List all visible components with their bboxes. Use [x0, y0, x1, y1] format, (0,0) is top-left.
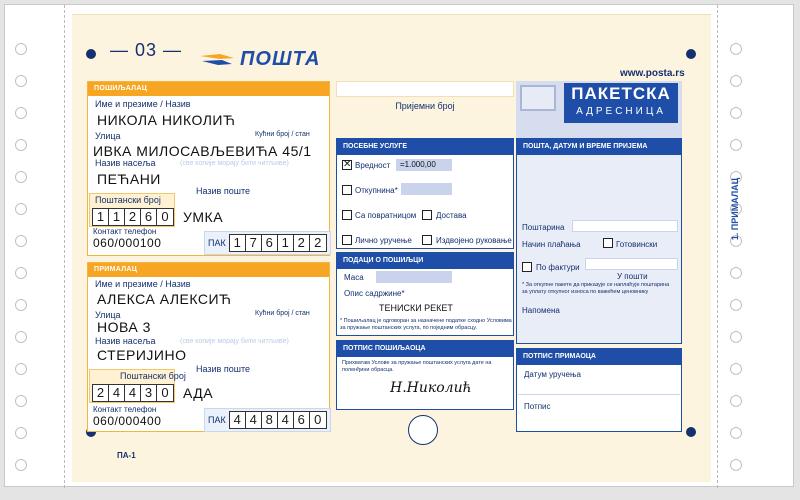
sender-post-name-label: Назив поште: [196, 186, 250, 196]
receiver-place-label: Назив насеља: [95, 336, 156, 346]
logo-text: ПОШТА: [240, 48, 321, 70]
sender-postal-label: Поштански број: [95, 195, 161, 205]
sender-title: ПОШИЉАЛАЦ: [88, 82, 329, 96]
value-label: Вредност: [355, 161, 391, 170]
punch-hole-icon: [15, 459, 27, 471]
punch-hole-icon: [730, 363, 742, 375]
digit-cell: 4: [109, 385, 125, 401]
punch-hole-icon: [15, 331, 27, 343]
post-office-title: ПОШТА, ДАТУМ И ВРЕМЕ ПРИЈЕМА: [517, 139, 681, 155]
receiver-legibility-hint: (све копије морају бити читљиве): [180, 338, 289, 345]
punch-hole-icon: [15, 171, 27, 183]
digit-cell: 0: [161, 209, 169, 224]
divider: [518, 394, 680, 395]
sender-pak-cells: [229, 234, 327, 252]
sender-signature-note: Прихватам Услове за пружање поштанских услуга дате на поленђини обрасца.: [342, 360, 492, 373]
receiver-pak-cells: [229, 411, 327, 429]
horn-logo-icon: [198, 52, 236, 68]
digit-cell: 2: [125, 209, 141, 225]
sender-phone[interactable]: 060/000100: [93, 236, 162, 250]
sender-signature: Н.Николић: [390, 380, 472, 396]
recipient-signature-title: ПОТПИС ПРИМАОЦА: [517, 349, 681, 365]
digit-cell: 6: [262, 235, 278, 251]
signature-label: Потпис: [524, 402, 551, 411]
digit-cell: 2: [93, 385, 109, 401]
punch-hole-icon: [730, 427, 742, 439]
receiver-title: ПРИМАЛАЦ: [88, 263, 329, 277]
fee-label: Поштарина: [522, 223, 565, 232]
mass-field[interactable]: [376, 271, 452, 283]
digit-cell: 4: [246, 412, 262, 428]
special-services-title: ПОСЕБНЕ УСЛУГЕ: [337, 139, 513, 155]
sender-place[interactable]: ПЕЋАНИ: [97, 171, 161, 187]
digit-cell: 6: [294, 412, 310, 428]
separate-handling-label: Издвојено руковање: [436, 236, 512, 245]
digit-cell: 3: [141, 385, 157, 401]
punch-hole-icon: [730, 299, 742, 311]
cash-checkbox[interactable]: [603, 238, 613, 248]
punch-hole-icon: [730, 395, 742, 407]
separate-handling-checkbox[interactable]: [422, 235, 432, 245]
digit-cell: 2: [314, 235, 322, 250]
remark-label: Напомена: [522, 306, 560, 315]
receiver-post-name-label: Назив поште: [196, 364, 250, 374]
receiver-name-label: Име и презиме / Назив: [95, 279, 191, 289]
sender-legibility-hint: (све копије морају бити читљиве): [180, 160, 289, 167]
delivery-checkbox[interactable]: [422, 210, 432, 220]
recipient-signature-panel: [516, 348, 682, 432]
punch-hole-icon: [730, 107, 742, 119]
sender-name[interactable]: НИКОЛА НИКОЛИЋ: [97, 112, 236, 128]
stamp-circle-icon: [408, 415, 438, 445]
cod-amount-field[interactable]: [401, 183, 452, 195]
invoice-label: По фактури: [536, 263, 580, 272]
sender-signature-panel: [336, 340, 514, 410]
punch-hole-icon: [730, 139, 742, 151]
punch-hole-icon: [15, 203, 27, 215]
fee-field[interactable]: [572, 220, 678, 232]
brand-title-main: ПАКЕТСКА: [571, 84, 671, 103]
sender-phone-label: Контакт телефон: [93, 227, 157, 236]
cash-label: Готовински: [616, 240, 658, 249]
at-post-label: У пошти: [617, 272, 648, 281]
digit-cell: 1: [230, 235, 246, 251]
mass-label: Маса: [344, 273, 364, 282]
digit-cell: 4: [125, 385, 141, 401]
punch-hole-icon: [730, 459, 742, 471]
punch-hole-icon: [15, 235, 27, 247]
punch-hole-icon: [15, 427, 27, 439]
receipt-number-field[interactable]: [336, 81, 514, 97]
registration-dot-icon: [86, 49, 96, 59]
digit-cell: 2: [294, 235, 310, 251]
sender-name-label: Име и презиме / Назив: [95, 99, 191, 109]
value-checkbox[interactable]: ✕: [343, 159, 352, 170]
receiver-postal-code[interactable]: [92, 384, 174, 402]
receiver-house-label: Кућни број / стан: [255, 310, 310, 317]
shipment-note: * Пошиљалац је одговоран за назначене податке сходно Условима за пружање поштанских услуга, по поједним обрасцу.: [340, 318, 512, 331]
return-receipt-label: Са повратницом: [355, 211, 417, 220]
sender-postal-code[interactable]: [92, 208, 174, 226]
receiver-phone[interactable]: 060/000400: [93, 414, 162, 428]
receiver-street[interactable]: НОВА 3: [97, 319, 151, 335]
registration-dot-icon: [686, 49, 696, 59]
receiver-post-name[interactable]: АДА: [183, 385, 214, 401]
digit-cell: 4: [278, 412, 294, 428]
pak-label: ПАК: [208, 415, 226, 425]
contents-label: Опис садржине*: [344, 289, 405, 298]
punch-hole-icon: [15, 299, 27, 311]
punch-hole-icon: [15, 363, 27, 375]
delivery-date-label: Датум уручења: [524, 370, 581, 379]
sender-street-label: Улица: [95, 131, 121, 141]
invoice-checkbox[interactable]: [522, 262, 532, 272]
punch-hole-icon: [15, 267, 27, 279]
website-url[interactable]: www.posta.rs: [620, 68, 685, 79]
punch-hole-icon: [15, 75, 27, 87]
registration-dot-icon: [686, 427, 696, 437]
receipt-number-label: Пријемни број: [395, 101, 455, 111]
value-amount[interactable]: =1.000,00: [396, 159, 452, 171]
form-id: ПА-1: [117, 451, 136, 460]
sender-signature-title: ПОТПИС ПОШИЉАОЦА: [337, 341, 513, 357]
digit-cell: 8: [262, 412, 278, 428]
receiver-place[interactable]: СТЕРИЈИНО: [97, 347, 187, 363]
punch-hole-icon: [15, 139, 27, 151]
brand-ribbon: [516, 81, 682, 139]
posta-logo: [198, 48, 320, 71]
pak-label: ПАК: [208, 238, 226, 248]
contents-value[interactable]: ТЕНИСКИ РЕКЕТ: [379, 303, 453, 313]
brand-title-sub: АДРЕСНИЦА: [576, 106, 666, 117]
personal-delivery-label: Лично уручење: [355, 236, 412, 245]
receiver-street-label: Улица: [95, 310, 121, 320]
digit-cell: 1: [278, 235, 294, 251]
receiver-name[interactable]: АЛЕКСА АЛЕКСИЋ: [97, 291, 232, 307]
digit-cell: 0: [314, 412, 322, 427]
punch-hole-icon: [15, 43, 27, 55]
punch-hole-icon: [15, 395, 27, 407]
receiver-pak[interactable]: [204, 408, 331, 432]
personal-delivery-checkbox[interactable]: [342, 235, 352, 245]
sender-post-name[interactable]: УМКА: [183, 209, 224, 225]
sender-place-label: Назив насеља: [95, 158, 156, 168]
digit-cell: 7: [246, 235, 262, 251]
envelope-icon: [520, 85, 556, 111]
shipment-title: ПОДАЦИ О ПОШИЉЦИ: [337, 253, 513, 269]
digit-cell: 6: [141, 209, 157, 225]
fee-note: * За откупне пакете да приказује се наплаћује поштарина за уплату откупног износа по важећем ценовнику: [522, 282, 670, 295]
copy-label: 1. ПРИМАЛАЦ: [730, 177, 740, 241]
brand-title: [564, 83, 678, 123]
digit-cell: 1: [109, 209, 125, 225]
return-receipt-checkbox[interactable]: [342, 210, 352, 220]
form-code: — 03 —: [110, 40, 183, 60]
digit-cell: 1: [93, 209, 109, 225]
punch-hole-icon: [730, 331, 742, 343]
invoice-field[interactable]: [585, 258, 678, 270]
punch-hole-icon: [15, 107, 27, 119]
digit-cell: 0: [161, 385, 169, 400]
left-perforation-strip: [35, 5, 65, 488]
sender-house-label: Кућни број / стан: [255, 131, 310, 138]
receiver-phone-label: Контакт телефон: [93, 405, 157, 414]
delivery-label: Достава: [436, 211, 467, 220]
cod-label: Откупнина*: [355, 186, 398, 195]
punch-hole-icon: [730, 75, 742, 87]
digit-cell: 4: [230, 412, 246, 428]
sender-pak[interactable]: [204, 231, 331, 255]
payment-label: Начин плаћања: [522, 240, 581, 249]
sender-street[interactable]: ИВКА МИЛОСАВЉЕВИЋА 45/1: [93, 143, 312, 159]
punch-hole-icon: [730, 267, 742, 279]
receiver-postal-label: Поштански број: [120, 371, 186, 381]
punch-hole-icon: [730, 43, 742, 55]
cod-checkbox[interactable]: [342, 185, 352, 195]
